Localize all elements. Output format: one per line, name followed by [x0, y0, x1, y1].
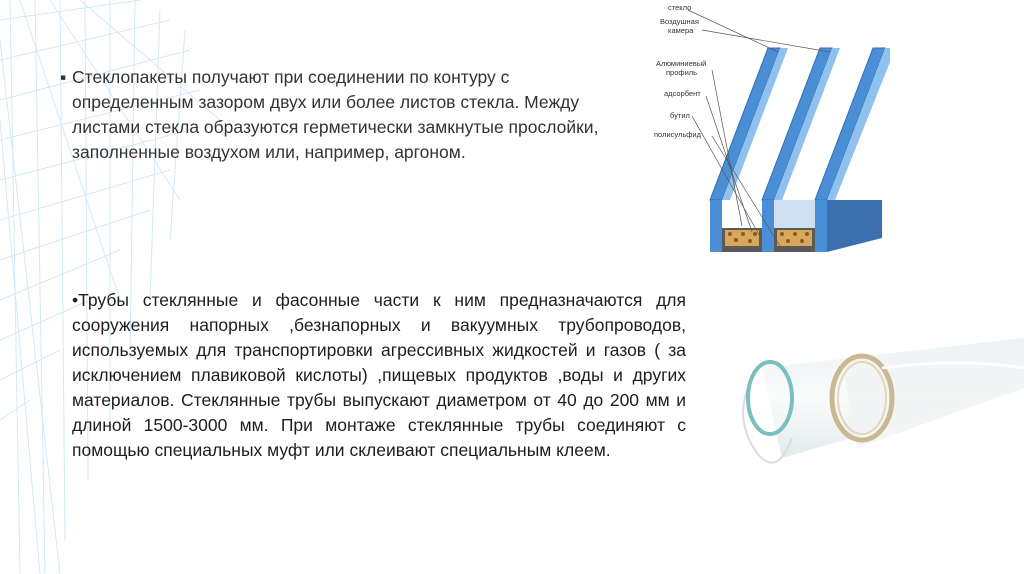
glass-units-text: Стеклопакеты получают при соединении по контуру с определенным зазором двух или более листов стекла. Между листами стекла образуются герметически замкнутые прослойки, заполненные воздухом или, например, аргоном. [72, 67, 599, 162]
glass-pipes-paragraph: •Трубы стеклянные и фасонные части к ним предназначаются для сооружения напорных ,безнапорных и вакуумных трубопроводов, используемых для транспортировки агрессивных жидкостей и газов ( за исключением плавиковой кислоты) ,пищевых продуктов ,воды и других материалов. Стеклянные трубы выпускают диаметром от 40 до 200 мм и длиной 1500-3000 мм. При монтаже стеклянные трубы соединяют с помощью специальных муфт или склеивают специальным клеем. [72, 290, 686, 460]
label-air-chamber-2: камера [668, 26, 694, 35]
label-butyl: бутил [670, 111, 690, 120]
label-adsorbent: адсорбент [664, 89, 701, 98]
label-air-chamber-1: Воздушная [660, 17, 699, 26]
label-polysulfide: полисульфид [654, 130, 701, 139]
double-glazing-diagram [630, 0, 890, 262]
glass-panes [710, 48, 890, 252]
label-aluminium-1: Алюминиевый [656, 59, 707, 68]
label-glass: стекло [668, 3, 692, 12]
square-bullet-icon: ▪ [60, 67, 67, 87]
label-aluminium-2: профиль [666, 68, 698, 77]
glass-pipes-image [732, 328, 1024, 488]
glass-units-paragraph [60, 65, 630, 165]
